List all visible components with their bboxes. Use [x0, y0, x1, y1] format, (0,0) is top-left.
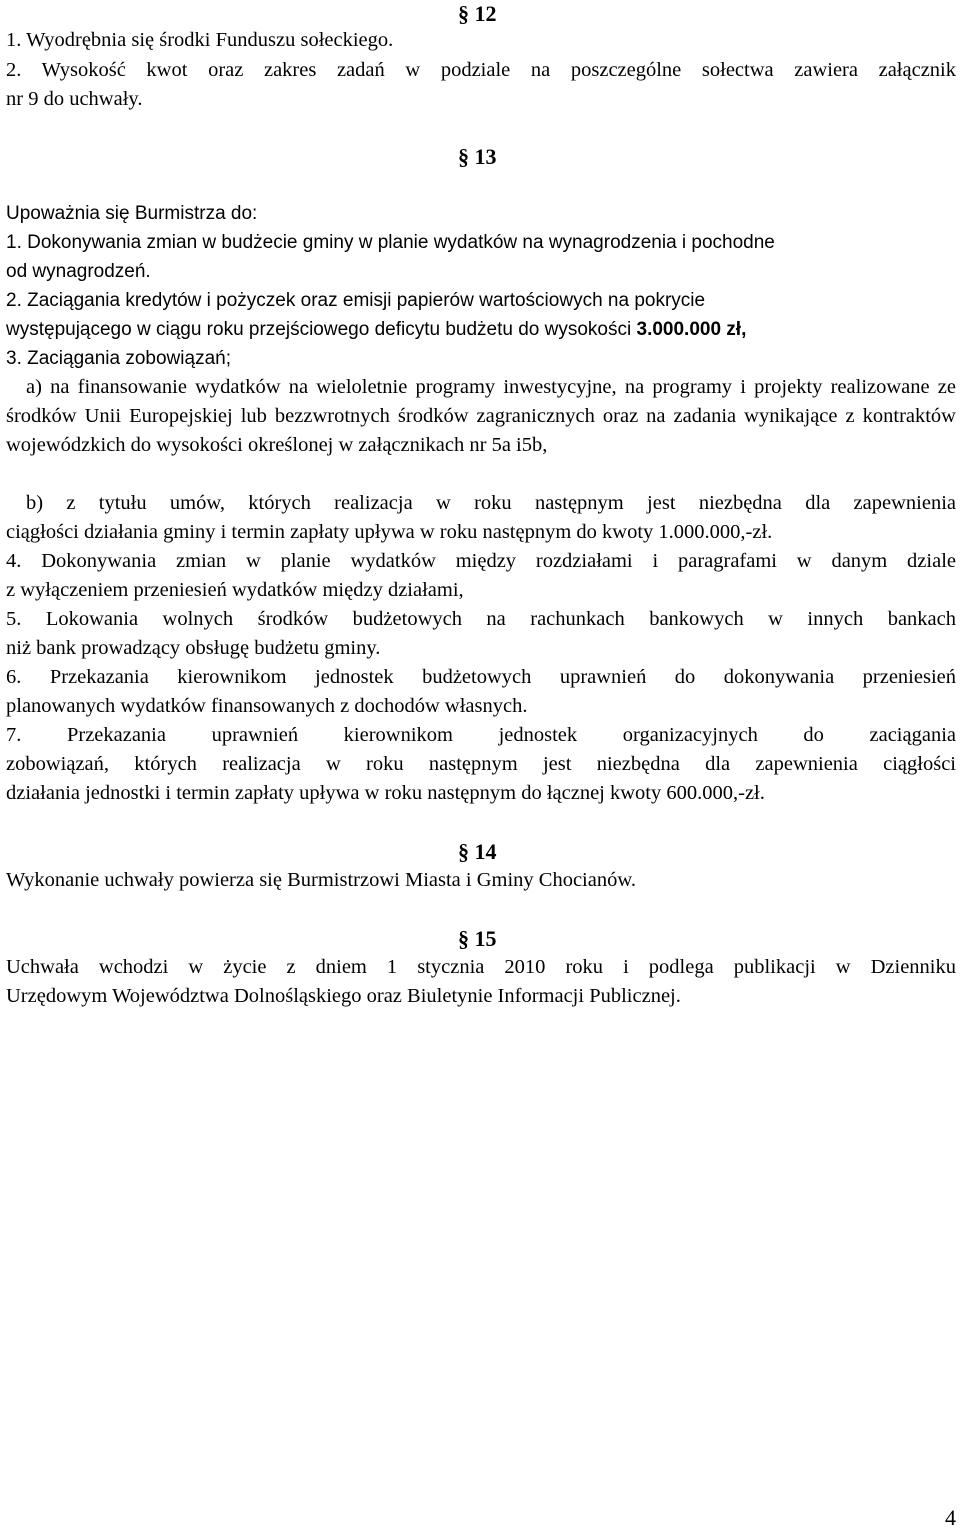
section-13-item-3b-line-2: ciągłości działania gminy i termin zapłaty upływa w roku następnym do kwoty 1.000.000,-zł.	[6, 521, 773, 543]
section-15-line-1: Uchwała wchodzi w życie z dniem 1 stycznia 2010 roku i podlega publikacji w Dzienniku	[6, 956, 956, 978]
section-13-item-7-line-2: zobowiązań, których realizacja w roku następnym jest niezbędna dla zapewnienia ciągłości	[6, 753, 956, 775]
section-13-item-6-line-2: planowanych wydatków finansowanych z dochodów własnych.	[6, 695, 528, 717]
section-13-item-3a: a) na finansowanie wydatków na wieloletnie programy inwestycyjne, na programy i projekty realizowane ze środków Unii Europejskiej lub bezzwrotnych środków zagranicznych oraz na zadania wynikające z kontraktów wojewódzkich do wysokości określonej w załącznikach nr 5a i5b,	[6, 376, 956, 456]
section-13-item-4-line-2: z wyłączeniem przeniesień wydatków między działami,	[6, 579, 464, 601]
section-13-heading: § 13	[458, 144, 497, 169]
document-page	[6, 0, 956, 1537]
section-13-item-1-line-2: od wynagrodzeń.	[6, 261, 151, 282]
section-13-intro: Upoważnia się Burmistrza do:	[6, 203, 258, 224]
section-13-item-6-line-1: 6. Przekazania kierownikom jednostek budżetowych uprawnień do dokonywania przeniesień	[6, 666, 956, 688]
section-13-item-2-line-2	[6, 315, 746, 344]
section-13-item-2-text: występującego w ciągu roku przejściowego deficytu budżetu do wysokości	[6, 319, 632, 340]
section-15-line-2: Urzędowym Województwa Dolnośląskiego oraz Biuletynie Informacji Publicznej.	[6, 985, 681, 1007]
section-12-item-2-line-1: 2. Wysokość kwot oraz zakres zadań w podziale na poszczególne sołectwa zawiera załącznik	[6, 59, 956, 81]
section-15-heading: § 15	[458, 926, 497, 951]
section-13-item-4-line-1: 4. Dokonywania zmian w planie wydatków między rozdziałami i paragrafami w danym dziale	[6, 550, 956, 572]
section-12-heading: § 12	[458, 1, 497, 26]
section-13-item-1-line-1: 1. Dokonywania zmian w budżecie gminy w planie wydatków na wynagrodzenia i pochodne	[6, 232, 775, 253]
section-14-text: Wykonanie uchwały powierza się Burmistrzowi Miasta i Gminy Chocianów.	[6, 869, 636, 891]
section-12-item-1: 1. Wyodrębnia się środki Funduszu sołeckiego.	[6, 29, 394, 51]
section-13-item-5-line-1: 5. Lokowania wolnych środków budżetowych na rachunkach bankowych w innych bankach	[6, 608, 956, 630]
section-13-item-7-line-1: 7. Przekazania uprawnień kierownikom jednostek organizacyjnych do zaciągania	[6, 724, 956, 746]
section-13-item-3-intro: 3. Zaciągania zobowiązań;	[6, 348, 231, 369]
section-14-heading: § 14	[458, 839, 497, 864]
section-13-item-7-line-3: działania jednostki i termin zapłaty upływa w roku następnym do łącznej kwoty 600.000,-zł.	[6, 782, 765, 804]
page-number: 4	[945, 1505, 956, 1530]
section-13-item-2-line-1: 2. Zaciągania kredytów i pożyczek oraz emisji papierów wartościowych na pokrycie	[6, 290, 706, 311]
section-13-item-5-line-2: niż bank prowadzący obsługę budżetu gminy.	[6, 637, 381, 659]
section-12-item-2-line-2: nr 9 do uchwały.	[6, 88, 143, 110]
section-13-item-3b-line-1: b) z tytułu umów, których realizacja w roku następnym jest niezbędna dla zapewnienia	[26, 492, 956, 514]
section-13-item-2-amount: 3.000.000 zł,	[636, 319, 747, 340]
